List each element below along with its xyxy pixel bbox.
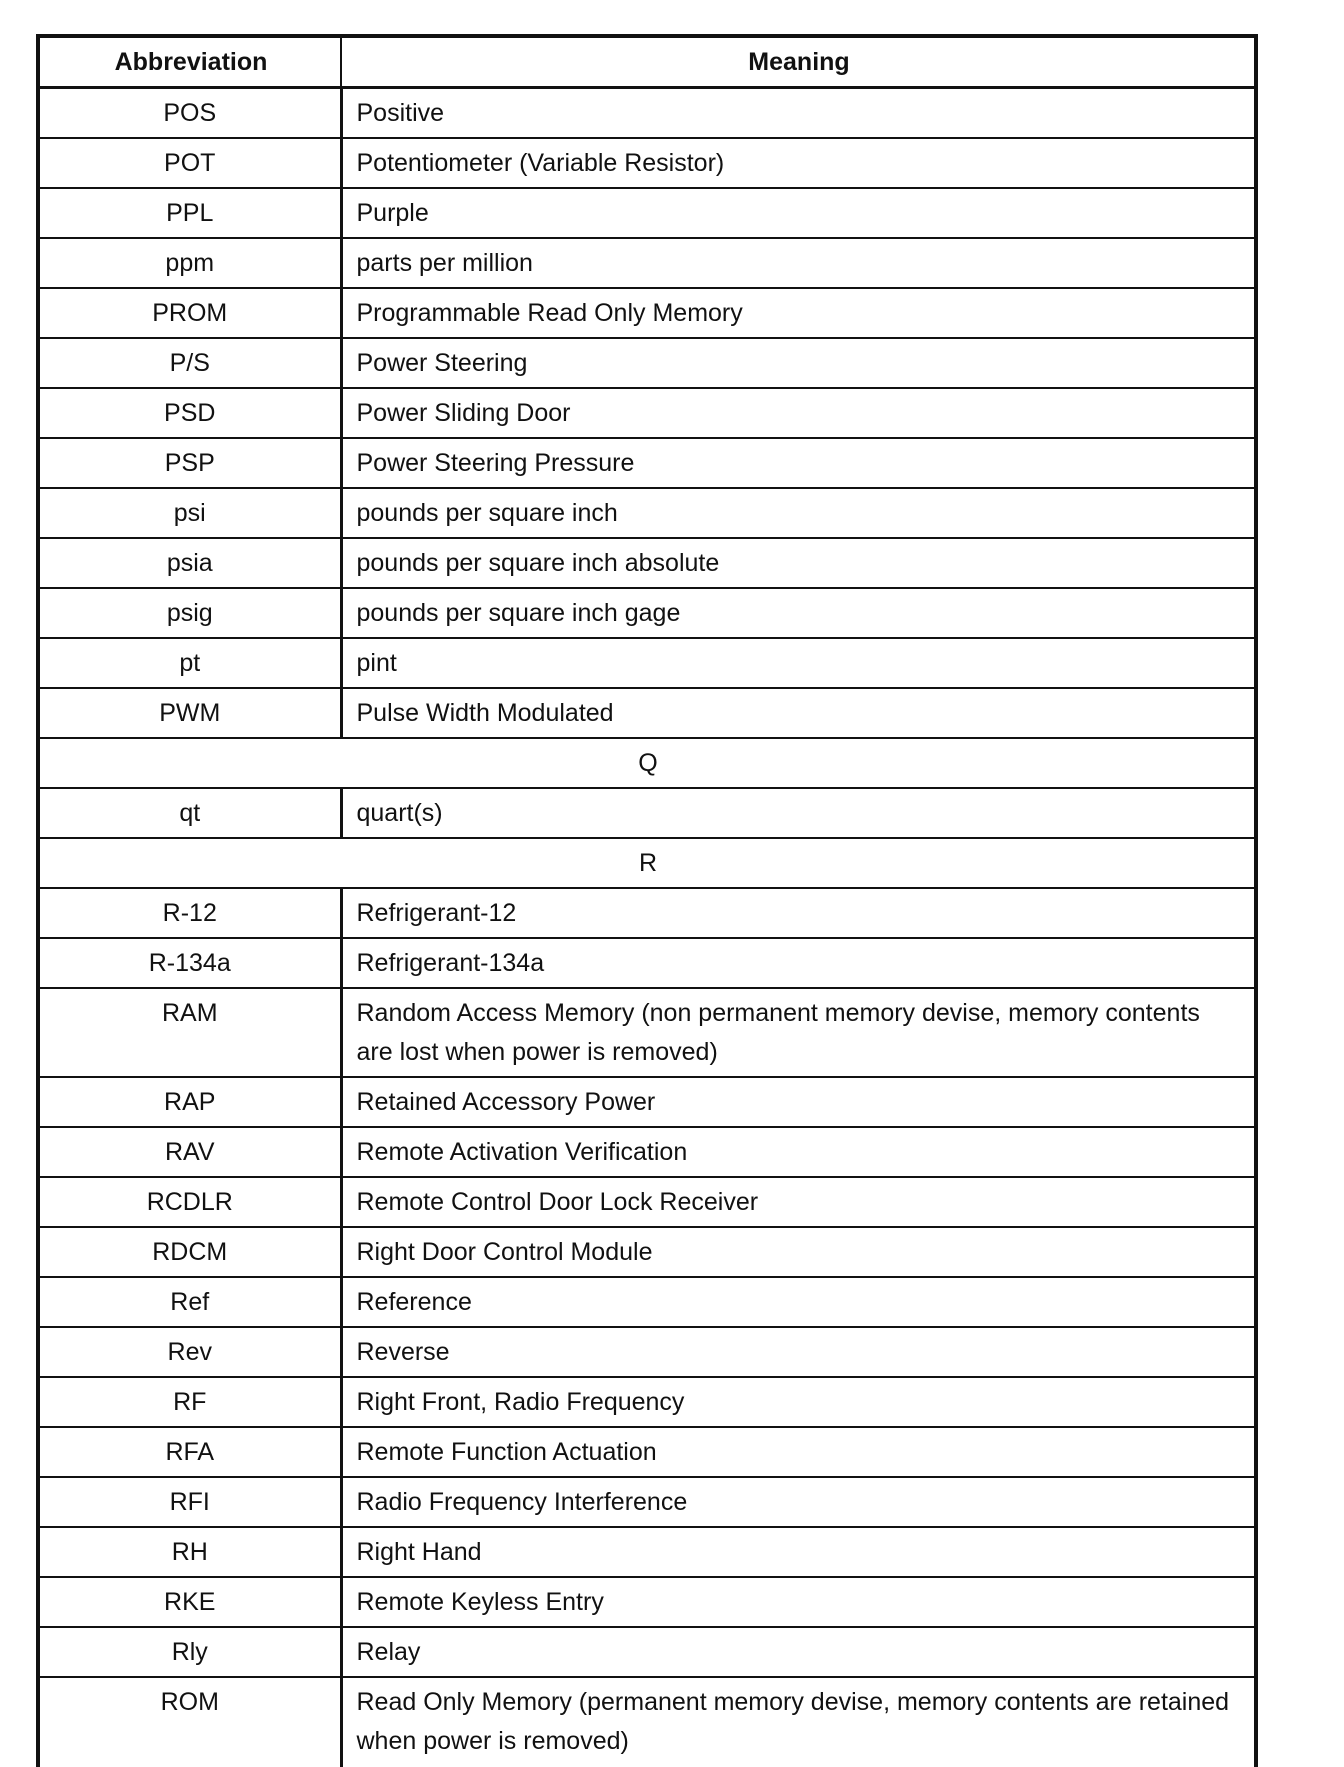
meaning-cell: parts per million — [341, 238, 1256, 288]
table-row — [38, 1627, 1256, 1677]
abbreviation-cell: ppm — [38, 238, 341, 288]
meaning-column-header: Meaning — [341, 36, 1256, 88]
meaning-cell: Right Front, Radio Frequency — [341, 1377, 1256, 1427]
abbreviation-cell: Rev — [38, 1327, 341, 1377]
meaning-cell: pounds per square inch gage — [341, 588, 1256, 638]
abbreviation-cell: psi — [38, 488, 341, 538]
table-row — [38, 388, 1256, 438]
meaning-cell: Reference — [341, 1277, 1256, 1327]
table-body — [38, 88, 1256, 1767]
meaning-cell: Power Steering Pressure — [341, 438, 1256, 488]
abbreviation-cell: psig — [38, 588, 341, 638]
table-row — [38, 438, 1256, 488]
table-row — [38, 538, 1256, 588]
table-row — [38, 488, 1256, 538]
table-row — [38, 788, 1256, 838]
abbreviation-cell: RCDLR — [38, 1177, 341, 1227]
table-row — [38, 638, 1256, 688]
abbreviation-cell: RDCM — [38, 1227, 341, 1277]
abbreviation-cell: Rly — [38, 1627, 341, 1677]
table-row — [38, 888, 1256, 938]
abbreviation-cell: RAM — [38, 988, 341, 1077]
meaning-cell: Right Hand — [341, 1527, 1256, 1577]
meaning-cell: Positive — [341, 88, 1256, 139]
abbreviation-cell: RAV — [38, 1127, 341, 1177]
section-row — [38, 838, 1256, 888]
abbreviation-cell: R-134a — [38, 938, 341, 988]
abbreviation-cell: P/S — [38, 338, 341, 388]
meaning-cell: Retained Accessory Power — [341, 1077, 1256, 1127]
meaning-cell: Relay — [341, 1627, 1256, 1677]
table-row — [38, 188, 1256, 238]
abbreviation-cell: PROM — [38, 288, 341, 338]
meaning-cell: Refrigerant-12 — [341, 888, 1256, 938]
meaning-cell: Programmable Read Only Memory — [341, 288, 1256, 338]
abbreviation-cell: RAP — [38, 1077, 341, 1127]
meaning-cell: pint — [341, 638, 1256, 688]
table-row — [38, 338, 1256, 388]
abbreviation-cell: qt — [38, 788, 341, 838]
meaning-cell: Random Access Memory (non permanent memory devise, memory contents are lost when power is removed) — [341, 988, 1256, 1077]
abbreviation-cell: RH — [38, 1527, 341, 1577]
abbreviation-cell: Ref — [38, 1277, 341, 1327]
table-row — [38, 1077, 1256, 1127]
meaning-cell: Radio Frequency Interference — [341, 1477, 1256, 1527]
meaning-cell: Remote Keyless Entry — [341, 1577, 1256, 1627]
abbreviation-column-header: Abbreviation — [38, 36, 341, 88]
meaning-cell: Purple — [341, 188, 1256, 238]
table-row — [38, 688, 1256, 738]
abbreviation-cell: RFA — [38, 1427, 341, 1477]
table-row — [38, 1277, 1256, 1327]
abbreviation-cell: PSP — [38, 438, 341, 488]
abbreviation-cell: pt — [38, 638, 341, 688]
meaning-cell: quart(s) — [341, 788, 1256, 838]
meaning-cell: Right Door Control Module — [341, 1227, 1256, 1277]
meaning-cell: Refrigerant-134a — [341, 938, 1256, 988]
meaning-cell: pounds per square inch absolute — [341, 538, 1256, 588]
abbreviation-cell: RKE — [38, 1577, 341, 1627]
table-row — [38, 1577, 1256, 1627]
header-row — [38, 36, 1256, 88]
meaning-cell: Remote Control Door Lock Receiver — [341, 1177, 1256, 1227]
table-row — [38, 1177, 1256, 1227]
meaning-cell: Potentiometer (Variable Resistor) — [341, 138, 1256, 188]
abbreviation-cell: psia — [38, 538, 341, 588]
table-row — [38, 1127, 1256, 1177]
abbreviation-cell: RFI — [38, 1477, 341, 1527]
table-row — [38, 238, 1256, 288]
table-row — [38, 1327, 1256, 1377]
abbreviation-cell: PWM — [38, 688, 341, 738]
meaning-cell: Pulse Width Modulated — [341, 688, 1256, 738]
table-row — [38, 1527, 1256, 1577]
table-row — [38, 88, 1256, 139]
table-row — [38, 288, 1256, 338]
abbreviation-cell: POS — [38, 88, 341, 139]
table-row — [38, 938, 1256, 988]
table-row — [38, 1427, 1256, 1477]
section-letter: Q — [38, 738, 1256, 788]
meaning-cell: Read Only Memory (permanent memory devise, memory contents are retained when power is removed) — [341, 1677, 1256, 1767]
abbreviation-table — [36, 34, 1258, 1767]
section-row — [38, 738, 1256, 788]
abbreviation-cell: ROM — [38, 1677, 341, 1767]
table-row — [38, 1227, 1256, 1277]
table-row — [38, 588, 1256, 638]
table-row — [38, 1477, 1256, 1527]
meaning-cell: Power Sliding Door — [341, 388, 1256, 438]
table-row — [38, 138, 1256, 188]
abbreviation-cell: PSD — [38, 388, 341, 438]
meaning-cell: Remote Activation Verification — [341, 1127, 1256, 1177]
meaning-cell: Power Steering — [341, 338, 1256, 388]
table-row — [38, 1677, 1256, 1767]
meaning-cell: Reverse — [341, 1327, 1256, 1377]
table-row — [38, 1377, 1256, 1427]
meaning-cell: pounds per square inch — [341, 488, 1256, 538]
table-row — [38, 988, 1256, 1077]
abbreviation-cell: POT — [38, 138, 341, 188]
abbreviation-cell: PPL — [38, 188, 341, 238]
section-letter: R — [38, 838, 1256, 888]
abbreviation-cell: R-12 — [38, 888, 341, 938]
abbreviation-cell: RF — [38, 1377, 341, 1427]
meaning-cell: Remote Function Actuation — [341, 1427, 1256, 1477]
